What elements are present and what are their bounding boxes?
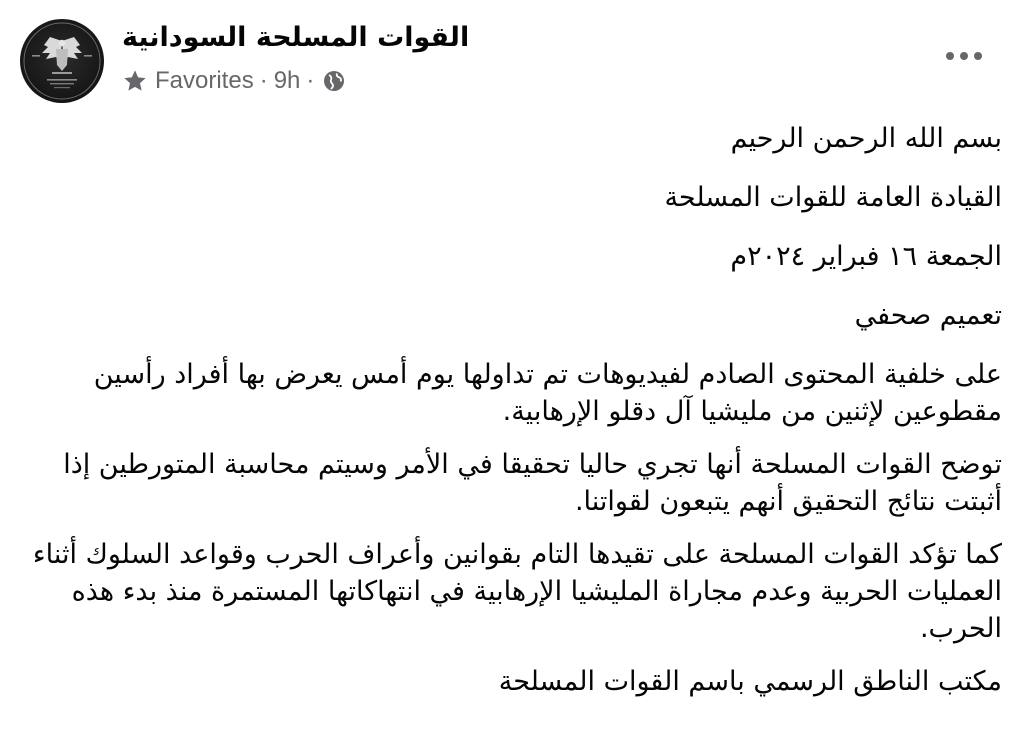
globe-icon[interactable] [322, 69, 346, 93]
post-paragraph-signature: مكتب الناطق الرسمي باسم القوات المسلحة [498, 666, 1002, 697]
post-body [17, 120, 1002, 716]
meta-separator: · [259, 67, 268, 94]
post-meta [122, 64, 346, 98]
page-name[interactable]: القوات المسلحة السودانية [122, 22, 470, 53]
post-header [0, 0, 1024, 110]
post-paragraph-basmala: بسم الله الرحمن الرحيم [730, 123, 1002, 154]
star-icon [122, 68, 148, 94]
post-timestamp[interactable]: 9h [273, 67, 301, 94]
post-paragraph: كما تؤكد القوات المسلحة على تقيدها التام بقوانين وأعراف الحرب وقواعد السلوك أثناء العمليات الحربية وعدم مجاراة المليشيا الإرهابية في انتهاكاتها المستمرة منذ بدء هذه الحرب. [32, 539, 1002, 644]
eagle-emblem-logo [20, 19, 104, 103]
meta-separator: · [306, 67, 315, 94]
post-paragraph: توضح القوات المسلحة أنها تجري حاليا تحقيقا في الأمر وسيتم محاسبة المتورطين إذا أثبتت نتائج التحقيق أنهم يتبعون لقواتنا. [63, 449, 1002, 517]
post-paragraph-heading: تعميم صحفي [854, 300, 1002, 331]
post-paragraph: على خلفية المحتوى الصادم لفيديوهات تم تداولها يوم أمس يعرض بها أفراد رأسين مقطوعين لإثنين من مليشيا آل دقلو الإرهابية. [93, 359, 1002, 427]
post-paragraph-date: الجمعة ١٦ فبراير ٢٠٢٤م [730, 241, 1002, 272]
more-options-icon [944, 50, 984, 62]
audience-label[interactable]: Favorites [155, 67, 254, 94]
page-avatar[interactable] [20, 19, 104, 103]
post-paragraph-issuer: القيادة العامة للقوات المسلحة [664, 182, 1002, 213]
more-options-button[interactable] [938, 38, 990, 74]
